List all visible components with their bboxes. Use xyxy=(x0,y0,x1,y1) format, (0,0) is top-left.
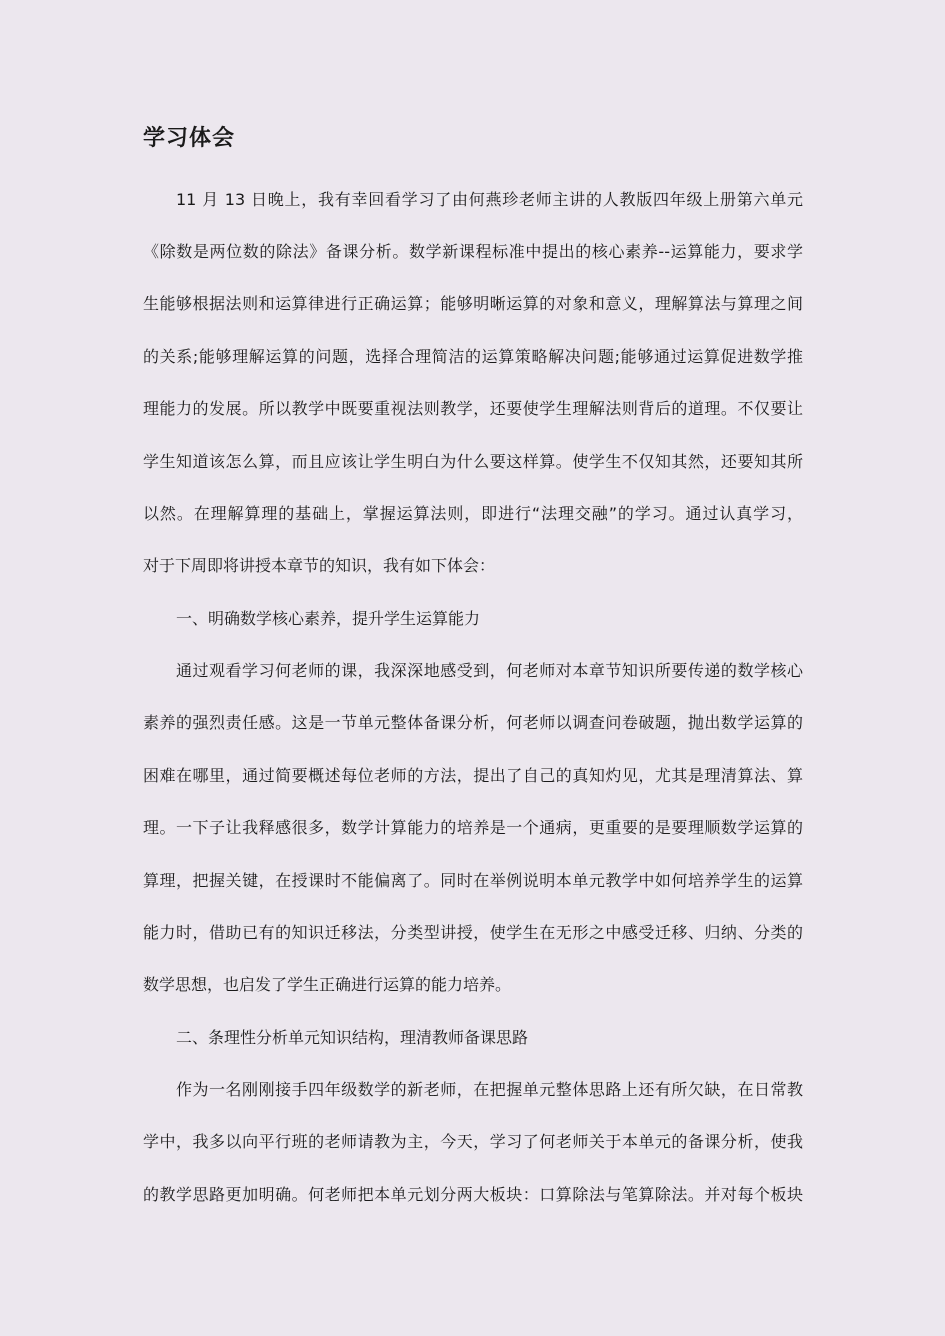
paragraph-line: 对于下周即将讲授本章节的知识，我有如下体会： xyxy=(143,556,496,575)
paragraph-line: 的教学思路更加明确。何老师把本单元划分两大板块：口算除法与笔算除法。并对每个板块 xyxy=(143,1185,803,1204)
paragraph-line: 11 月 13 日晚上，我有幸回看学习了由何燕珍老师主讲的人教版四年级上册第六单元 xyxy=(176,190,803,209)
paragraph-line: 的关系;能够理解运算的问题，选择合理简洁的运算策略解决问题;能够通过运算促进数学推 xyxy=(143,347,803,366)
paragraph-line: 数学思想，也启发了学生正确进行运算的能力培养。 xyxy=(143,975,512,994)
paragraph-line: 困难在哪里，通过简要概述每位老师的方法，提出了自己的真知灼见，尤其是理清算法、算 xyxy=(143,766,803,785)
section-heading: 二、条理性分析单元知识结构，理清教师备课思路 xyxy=(176,1028,529,1047)
paragraph-line: 理。一下子让我释感很多，数学计算能力的培养是一个通病，更重要的是要理顺数学运算的 xyxy=(143,818,803,837)
paragraph-line: 算理，把握关键，在授课时不能偏离了。同时在举例说明本单元教学中如何培养学生的运算 xyxy=(143,871,803,890)
paragraph-line: 能力时，借助已有的知识迁移法，分类型讲授，使学生在无形之中感受迁移、归纳、分类的 xyxy=(143,923,803,942)
paragraph-line: 以然。在理解算理的基础上，掌握运算法则，即进行“法理交融”的学习。通过认真学习， xyxy=(143,504,803,523)
paragraph-line: 学生知道该怎么算，而且应该让学生明白为什么要这样算。使学生不仅知其然，还要知其所 xyxy=(143,452,803,471)
paragraph-line: 《除数是两位数的除法》备课分析。数学新课程标准中提出的核心素养--运算能力，要求学 xyxy=(143,242,803,261)
section-heading: 一、明确数学核心素养，提升学生运算能力 xyxy=(176,609,481,628)
paragraph-line: 学中，我多以向平行班的老师请教为主，今天，学习了何老师关于本单元的备课分析，使我 xyxy=(143,1132,803,1151)
paragraph-line: 理能力的发展。所以教学中既要重视法则教学，还要使学生理解法则背后的道理。不仅要让 xyxy=(143,399,803,418)
paragraph-line: 通过观看学习何老师的课，我深深地感受到，何老师对本章节知识所要传递的数学核心 xyxy=(176,661,803,680)
paragraph-line: 素养的强烈责任感。这是一节单元整体备课分析，何老师以调查问卷破题，抛出数学运算的 xyxy=(143,713,803,732)
paragraph-line: 作为一名刚刚接手四年级数学的新老师，在把握单元整体思路上还有所欠缺，在日常教 xyxy=(176,1080,803,1099)
paragraph-line: 生能够根据法则和运算律进行正确运算；能够明晰运算的对象和意义，理解算法与算理之间 xyxy=(143,294,803,313)
document-title: 学习体会 xyxy=(143,126,236,151)
